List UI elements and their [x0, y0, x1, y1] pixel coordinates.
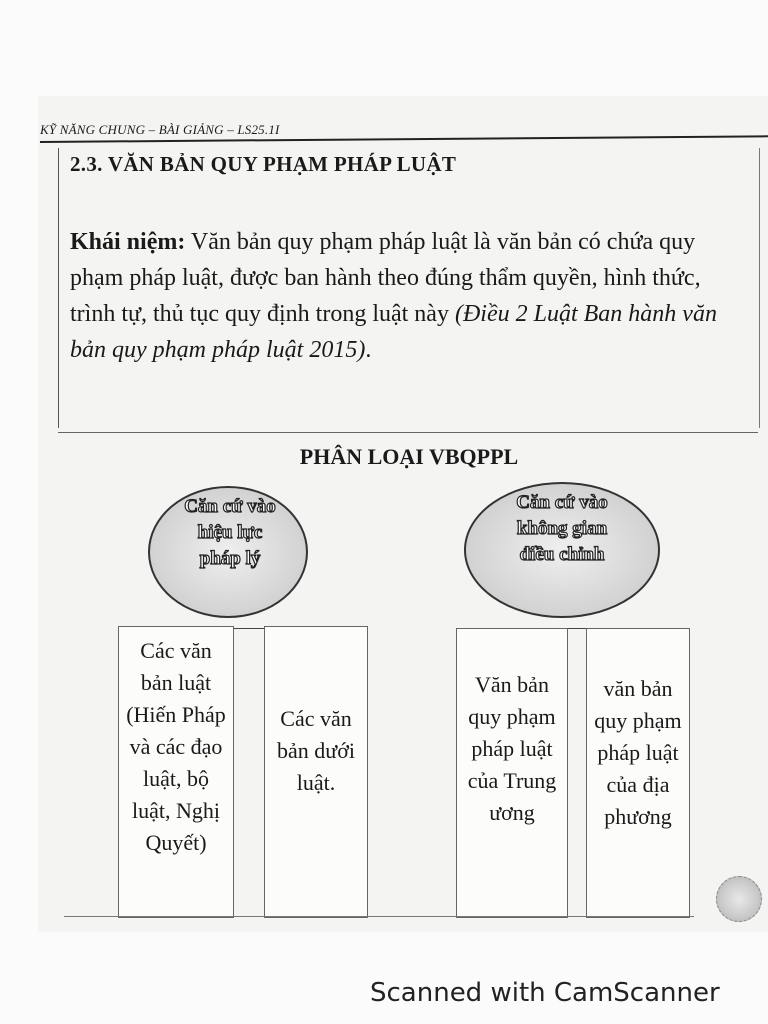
box-local-documents	[586, 628, 690, 918]
concept-end: .	[365, 337, 372, 363]
box-sub-statutory-documents	[264, 626, 368, 918]
concept-citation: (Điều 2 Luật Ban hành văn bản quy phạm pháp luật 2015)	[70, 301, 717, 363]
concept-label: Khái niệm:	[70, 229, 186, 255]
concept-text: Văn bản quy phạm pháp luật là văn bản có chứa quy phạm pháp luật, được ban hành theo đúng thẩm quyền, hình thức, trình tự, thủ tục quy định trong luật này	[70, 229, 701, 327]
running-header: KỸ NĂNG CHUNG – BÀI GIẢNG – LS25.1I	[40, 122, 280, 137]
box-statutory-documents	[118, 626, 234, 918]
diagram-title: PHÂN LOẠI VBQPPL	[299, 444, 519, 469]
oval-legal-effect-label: Căn cứ vào hiệu lực pháp lý	[184, 496, 276, 569]
box-statutory-documents-text: Các văn bản luật (Hiến Pháp và các đạo luật, bộ luật, Nghị Quyết)	[126, 638, 226, 855]
oval-spatial-scope-label: Căn cứ vào không gian điều chỉnh	[516, 492, 608, 565]
section-title: 2.3. VĂN BẢN QUY PHẠM PHÁP LUẬT	[70, 152, 457, 176]
section-divider	[58, 432, 758, 433]
bottom-rule	[64, 916, 694, 917]
concept-paragraph	[70, 224, 750, 368]
camscanner-watermark: Scanned with CamScanner	[370, 978, 720, 1008]
page-corner-mark	[716, 876, 762, 922]
box-central-documents	[456, 628, 568, 918]
box-sub-statutory-documents-text: Các văn bản dưới luật.	[277, 706, 355, 795]
box-central-documents-text: Văn bản quy phạm pháp luật của Trung ương	[467, 672, 557, 825]
box-local-documents-text: văn bản quy phạm pháp luật của địa phương	[594, 676, 682, 829]
